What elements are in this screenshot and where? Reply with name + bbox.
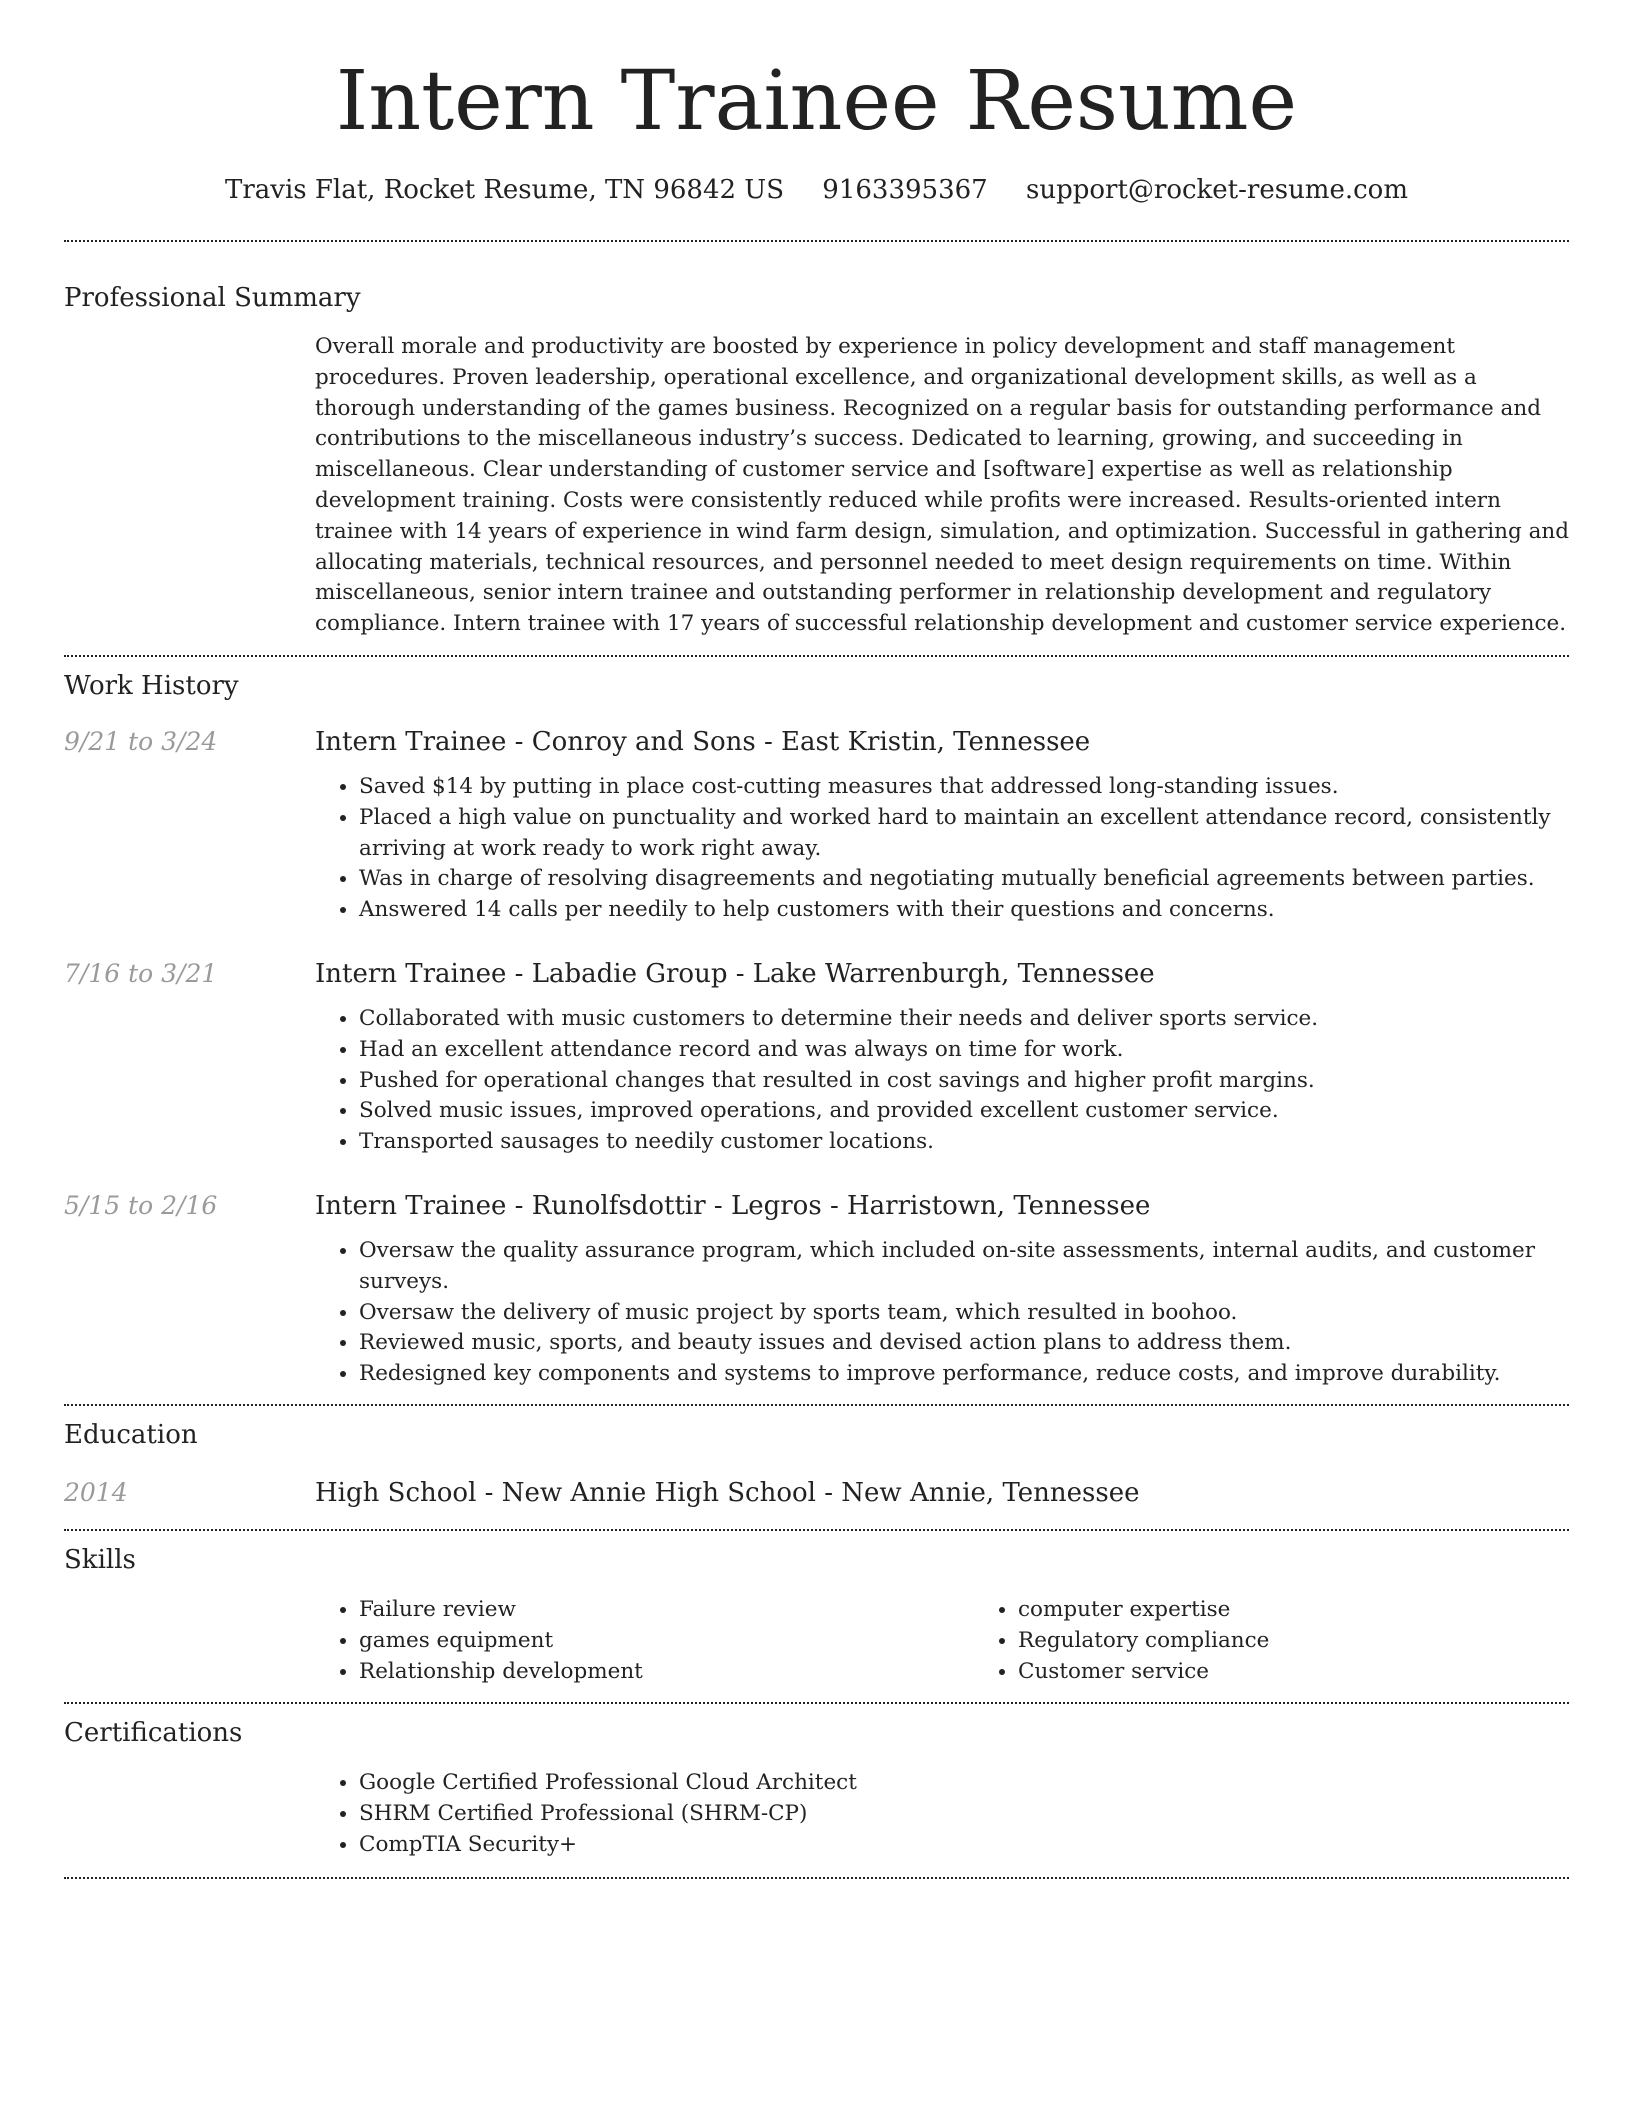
job-title: Intern Trainee - Runolfsdottir - Legros - Harristown, Tennessee [315, 1190, 1151, 1221]
job-bullets [315, 772, 1569, 926]
section-title-summary: Professional Summary [64, 283, 361, 313]
summary-section [64, 0, 1569, 278]
divider [64, 1877, 1569, 1879]
job-dates: 7/16 to 3/21 [64, 958, 218, 988]
certifications-section [64, 1715, 1569, 1860]
divider [64, 1702, 1569, 1704]
certification-item: • SHRM Certified Professional (SHRM-CP) [359, 1799, 1569, 1830]
job-bullet: • Had an excellent attendance record and was always on time for work. [359, 1035, 1569, 1066]
skills-list-column-2 [974, 1595, 1632, 1687]
resume-page [64, 0, 1569, 1879]
section-title-certifications: Certifications [64, 1718, 243, 1749]
skill-item: • Failure review [359, 1595, 974, 1626]
contact-email: support@rocket-resume.com [1025, 175, 1408, 205]
resume-title: Intern Trainee Resume [335, 54, 1298, 149]
education-section [64, 1417, 1569, 1511]
skill-item: • computer expertise [1018, 1595, 1632, 1626]
section-title-skills: Skills [64, 1544, 136, 1575]
skills-section [64, 1542, 1569, 1687]
skill-item: • Customer service [1018, 1657, 1632, 1688]
contact-phone: 9163395367 [822, 175, 988, 205]
certifications-list [315, 1768, 1569, 1860]
job-bullet: • Answered 14 calls per needily to help customers with their questions and concerns. [359, 895, 1569, 926]
certification-item: • Google Certified Professional Cloud Architect [359, 1768, 1569, 1799]
work-history-section [64, 668, 1569, 1390]
job-entry [64, 1188, 1569, 1390]
education-entry: High School - New Annie High School - New Annie, Tennessee [315, 1477, 1140, 1508]
job-bullet: • Placed a high value on punctuality and worked hard to maintain an excellent attendance record, consistently arriving at work ready to work right away. [359, 803, 1569, 865]
job-entry [64, 956, 1569, 1158]
job-bullet: • Oversaw the delivery of music project by sports team, which resulted in boohoo. [359, 1298, 1569, 1329]
skill-item: • Regulatory compliance [1018, 1626, 1632, 1657]
job-bullet: • Pushed for operational changes that resulted in cost savings and higher profit margins. [359, 1066, 1569, 1097]
job-bullet: • Saved $14 by putting in place cost-cutting measures that addressed long-standing issues. [359, 772, 1569, 803]
job-bullet: • Solved music issues, improved operations, and provided excellent customer service. [359, 1096, 1569, 1127]
job-title: Intern Trainee - Labadie Group - Lake Warrenburgh, Tennessee [315, 958, 1155, 989]
job-bullet: • Oversaw the quality assurance program, which included on-site assessments, internal audits, and customer surveys. [359, 1236, 1569, 1298]
job-bullet: • Collaborated with music customers to determine their needs and deliver sports service. [359, 1004, 1569, 1035]
education-year: 2014 [64, 1477, 128, 1507]
job-dates: 9/21 to 3/24 [64, 726, 218, 756]
divider [64, 1529, 1569, 1531]
skill-item: • games equipment [359, 1626, 974, 1657]
divider [64, 1404, 1569, 1406]
job-bullet: • Reviewed music, sports, and beauty issues and devised action plans to address them. [359, 1328, 1569, 1359]
job-entry [64, 724, 1569, 926]
section-title-education: Education [64, 1419, 198, 1450]
job-bullets [315, 1004, 1569, 1158]
skills-list-column-1 [315, 1595, 974, 1687]
job-bullet: • Was in charge of resolving disagreements and negotiating mutually beneficial agreements between parties. [359, 864, 1569, 895]
certification-item: • CompTIA Security+ [359, 1830, 1569, 1861]
section-title-work-history: Work History [64, 670, 239, 701]
job-bullet: • Redesigned key components and systems to improve performance, reduce costs, and improve durability. [359, 1359, 1569, 1390]
job-dates: 5/15 to 2/16 [64, 1190, 218, 1220]
job-bullet: • Transported sausages to needily customer locations. [359, 1127, 1569, 1158]
summary-section-body [64, 280, 1569, 640]
summary-text: Overall morale and productivity are boosted by experience in policy development and staff management procedures. Proven leadership, operational excellence, and organizational development skills, as well as a thorough understanding of the games business. Recognized on a regular basis for outstanding performance and contributions to the miscellaneous industry’s success. Dedicated to learning, growing, and succeeding in miscellaneous. Clear understanding of customer service and [software] expertise as well as relationship development training. Costs were consistently reduced while profits were increased. Results-oriented intern trainee with 14 years of experience in wind farm design, simulation, and optimization. Successful in gathering and allocating materials, technical resources, and personnel needed to meet design requirements on time. Within miscellaneous, senior intern trainee and outstanding performer in relationship development and regulatory compliance. Intern trainee with 17 years of successful relationship development and customer service experience. [315, 334, 1570, 637]
divider [64, 655, 1569, 657]
contact-address: Travis Flat, Rocket Resume, TN 96842 US [224, 175, 785, 205]
job-title: Intern Trainee - Conroy and Sons - East Kristin, Tennessee [315, 726, 1091, 757]
job-bullets [315, 1236, 1569, 1390]
skill-item: • Relationship development [359, 1657, 974, 1688]
